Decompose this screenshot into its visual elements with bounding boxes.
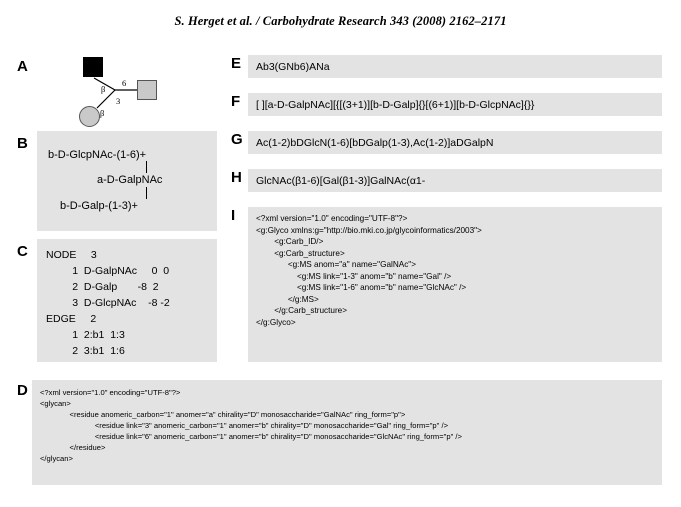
panel-i-line: <g:Carb_structure> (256, 248, 345, 258)
panel-a-label-beta-bottom: β (100, 108, 105, 118)
panel-d-line: <?xml version="1.0" encoding="UTF-8"?> (40, 388, 181, 397)
panel-i-line: <g:MS link="1-6" anom="b" name="GlcNAc" /> (256, 283, 467, 292)
panel-c-line: 2 D-Galp -8 2 (46, 281, 159, 293)
glycan-node-grey-square (137, 80, 157, 100)
panel-c-line: 1 2:b1 1:3 (46, 329, 125, 341)
panel-d-content (40, 387, 658, 464)
panel-i-line: </g:Carb_structure> (256, 306, 348, 315)
panel-d-line: <residue link="3" anomeric_carbon="1" anomer="b" chirality="D" monosaccharide="Gal" ring_form="p" /> (40, 421, 449, 430)
panel-i-line: <g:MS anom="a" name="GalNAc"> (256, 260, 416, 269)
panel-e-text: Ab3(GNb6)ANa (256, 61, 330, 73)
panel-letter-i: I (231, 207, 236, 224)
panel-letter-d: D (17, 382, 28, 399)
panel-c-line: 3 D-GlcpNAc -8 -2 (46, 297, 170, 309)
panel-letter-g: G (231, 131, 243, 148)
panel-b-line2: a-D-GalpNAc (97, 174, 163, 186)
panel-c-line: 1 D-GalpNAc 0 0 (46, 265, 170, 277)
panel-d-line: </residue> (40, 443, 106, 452)
panel-i-content (256, 213, 656, 328)
panel-h-text: GlcNAc(β1-6)[Gal(β1-3)]GalNAc(α1- (256, 175, 426, 187)
panel-d-line: <residue anomeric_carbon="1" anomer="a" chirality="D" monosaccharide="GalNAc" ring_form="p"> (40, 410, 406, 419)
panel-c-line: NODE 3 (46, 249, 97, 261)
panel-i-line: </g:Glyco> (256, 317, 296, 327)
panel-a-label-six: 6 (122, 78, 127, 88)
panel-letter-c: C (17, 243, 28, 260)
glycan-node-filled-square (83, 57, 103, 77)
panel-b-connector-top (146, 161, 147, 173)
panel-letter-b: B (17, 135, 28, 152)
panel-d-line: </glycan> (40, 454, 73, 463)
panel-a-label-beta-left: β (101, 84, 106, 94)
panel-a-label-three: 3 (116, 96, 121, 106)
panel-i-line: <g:MS link="1-3" anom="b" name="Gal" /> (256, 271, 452, 281)
glycan-node-grey-circle (79, 106, 100, 127)
panel-b-connector-bottom (146, 187, 147, 199)
panel-a-diagram (75, 56, 205, 136)
running-head: S. Herget et al. / Carbohydrate Research 343 (2008) 2162–2171 (174, 14, 507, 28)
panel-letter-h: H (231, 169, 242, 186)
panel-c-line: EDGE 2 (46, 313, 97, 325)
panel-letter-f: F (231, 93, 241, 110)
panel-c-line: 2 3:b1 1:6 (46, 345, 125, 357)
panel-g-text: Ac(1-2)bDGlcN(1-6)[bDGalp(1-3),Ac(1-2)]aDGalpN (256, 137, 494, 149)
panel-letter-e: E (231, 55, 242, 72)
panel-i-line: </g:MS> (256, 294, 319, 304)
panel-i-line: <g:Carb_ID/> (256, 237, 324, 246)
panel-d-line: <residue link="6" anomeric_carbon="1" anomer="b" chirality="D" monosaccharide="GlcNAc" ring_form="p" /> (40, 432, 462, 441)
panel-i-line: <g:Glyco xmlns:g="http://bio.mki.co.jp/glycoinformatics/2003"> (256, 225, 482, 235)
panel-c-content (46, 247, 214, 359)
panel-b-line1: b-D-GlcpNAc-(1-6)+ (48, 149, 147, 161)
panel-d-line: <glycan> (40, 399, 71, 408)
panel-f-text: [ ][a-D-GalpNAc][{[(3+1)][b-D-Galp]{}[(6+1)][b-D-GlcpNAc]{}} (256, 99, 535, 111)
panel-letter-a: A (17, 58, 28, 75)
panel-b-line3: b-D-Galp-(1-3)+ (60, 200, 138, 212)
panel-i-line: <?xml version="1.0" encoding="UTF-8"?> (256, 214, 408, 223)
